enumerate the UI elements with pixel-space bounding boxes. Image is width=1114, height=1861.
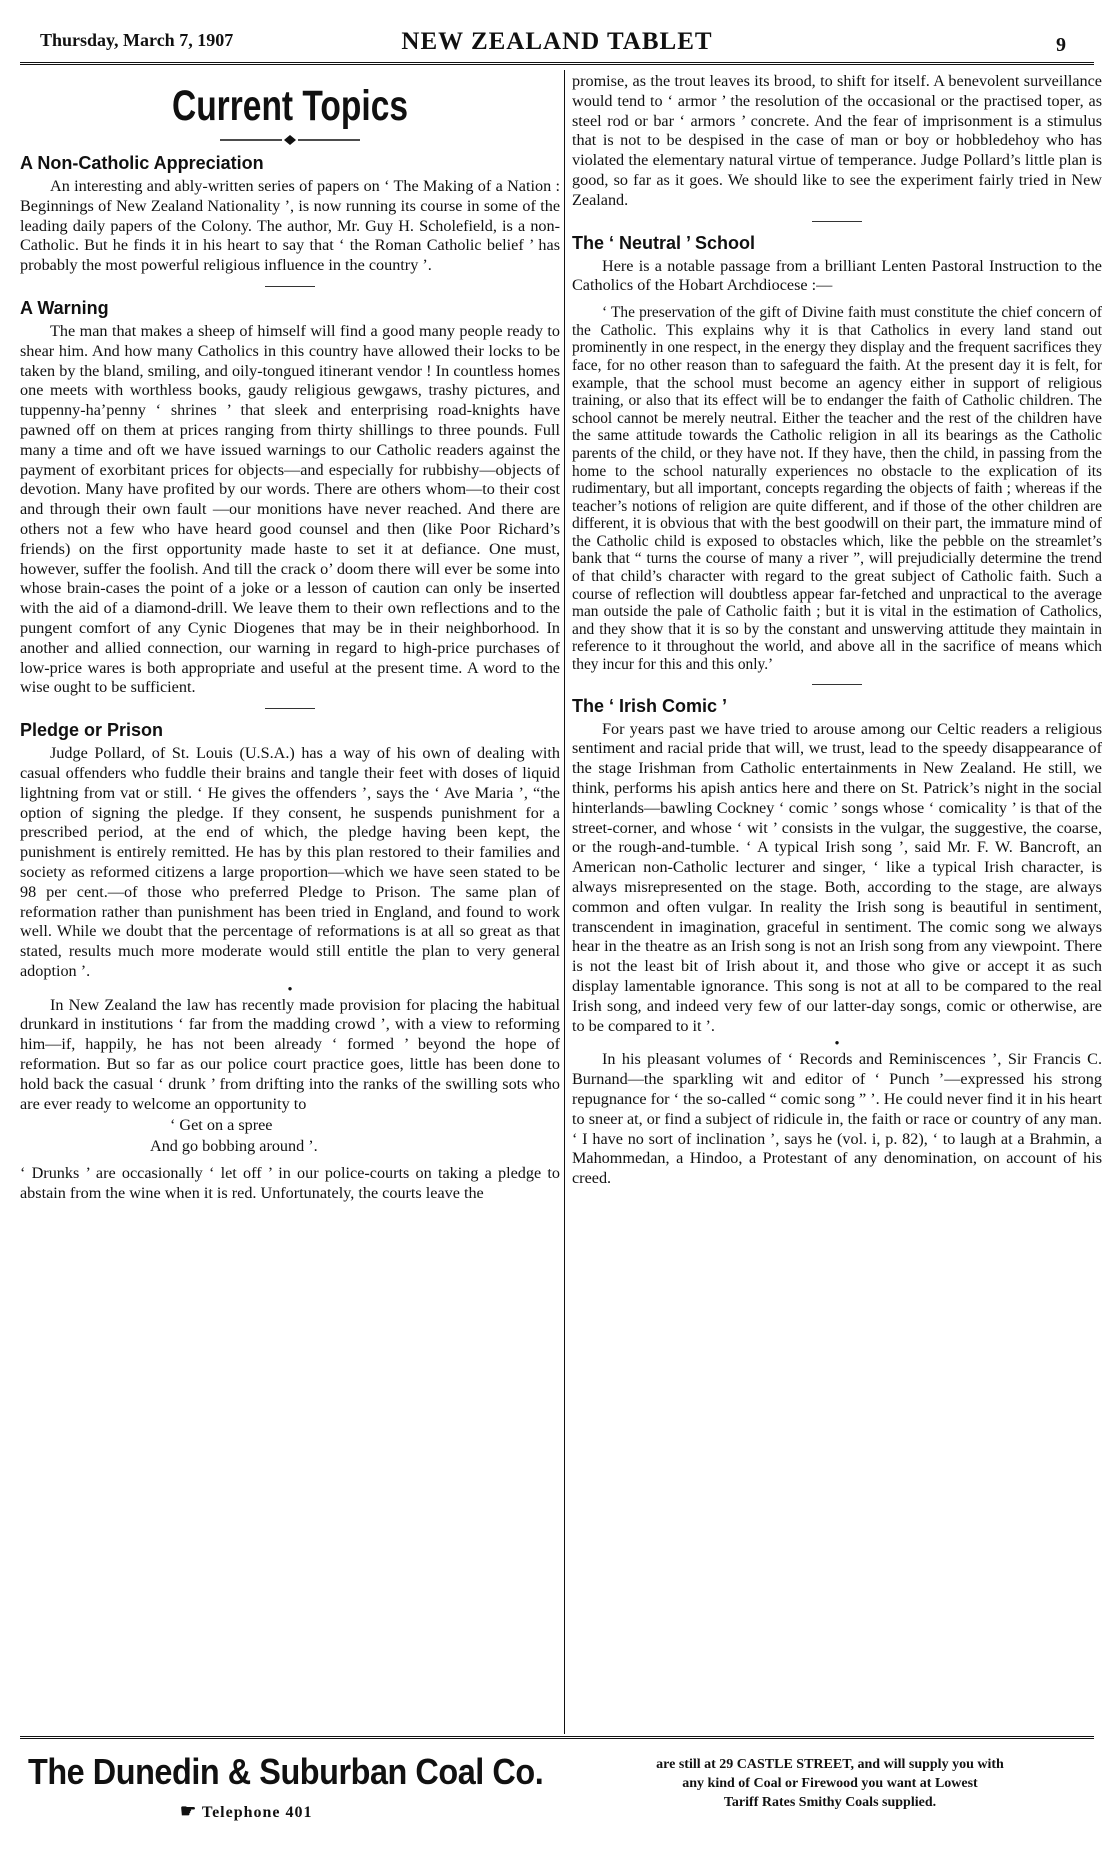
- left-column: [20, 72, 560, 1732]
- block-quote: ‘ The preservation of the gift of Divine faith must constitute the chief concern of the Catholic. This explains why it is that Catholics in every land stand out prominently in one respect, in the energy they display and the frequent sacrifices they face, for no other reason than to safeguard the faith. At the present day it is felt, for example, that the school must become an agency either in support of religious training, or also that its effect will be to endanger the faith of Catholic children. The school cannot be merely neutral. Either the teacher and the rest of the children have the same attitude towards the Catholic religion in all its bearings as the Catholic parents of the child, or they have not. If they have, then the child, in passing from the home to the school naturally experiences no obstacle to the explication of its rudimentary, but all important, concepts regarding the objects of faith ; whereas if the teacher’s notions of religion are quite different, and if those of the other children are different, it is obvious that with the best goodwill on their part, the immature mind of the Catholic child is exposed to obstacles which, like the pebble on the streamlet’s bank that “ turns the course of many a river ”, will prejudicially determine the trend of that child’s character with regard to the great subject of Catholic faith. Such a course of reflection will doubtless appear far-fetched and unpractical to the average man outside the pale of Catholic faith ; but it is vital in the estimation of Catholics, and they show that it is so by the constant and unswerving attitude they maintain in reference to it throughout the world, and above all in the sacrifice of means which they incur for this and this only.’: [572, 304, 1102, 674]
- masthead: NEW ZEALAND TABLET: [401, 28, 713, 55]
- separator-rule: [265, 286, 315, 287]
- footer-rule: [20, 1736, 1094, 1739]
- issue-date: Thursday, March 7, 1907: [40, 30, 234, 50]
- article-heading-pledge: Pledge or Prison: [20, 720, 164, 741]
- separator-rule: [812, 221, 862, 222]
- separator-rule: [812, 684, 862, 685]
- header-rule: [20, 62, 1094, 65]
- pointing-hand-icon: ☛: [180, 1801, 198, 1821]
- article-heading-warning: A Warning: [20, 297, 109, 318]
- right-column: [572, 72, 1102, 1732]
- article-heading-appreciation: A Non-Catholic Appreciation: [20, 153, 264, 173]
- ad-line: any kind of Coal or Firewood you want at Lowest: [682, 1776, 978, 1791]
- advertisement: [20, 1745, 1094, 1825]
- article-paragraph: In New Zealand the law has recently made provision for placing the habitual drunkard in institutions ‘ far from the madding crowd ’, with a view to reforming him—if, happily, he has not been already ‘ formed ’ beyond the hope of reformation. But so far as our police court practice goes, little has been done to hold back the casual ‘ drunk ’ from drifting into the ranks of the swilling sots who are ever ready to welcome an opportunity to: [20, 995, 560, 1113]
- article-paragraph: promise, as the trout leaves its brood, to shift for itself. A benevolent surveillance would tend to ‘ armor ’ the resolution of the occasional or the practised toper, as steel rod or bar ‘ armors ’ concrete. And the fear of imprisonment is a stimulus that is not to be despised in the case of man or boy or hobbledehoy who has violated the elementary natural virtue of temperance. Judge Pollard’s little plan is good, so far as it goes. We should like to see the experiment fairly tried in New Zealand.: [572, 72, 1102, 209]
- ornament-divider: [20, 132, 560, 146]
- page-number: 9: [1056, 34, 1066, 56]
- ad-line: Tariff Rates Smithy Coals supplied.: [723, 1795, 937, 1810]
- article-paragraph: Here is a notable passage from a brilliant Lenten Pastoral Instruction to the Catholics of the Hobart Archdiocese :—: [572, 256, 1102, 295]
- separator-rule: [265, 708, 315, 709]
- article-paragraph: The man that makes a sheep of himself will find a good many people ready to shear him. And how many Catholics in this country have allowed their locks to be taken by the bland, smiling, and oily-tongued itinerant vendor ! In countless homes one meets with worthless books, gaudy religious gewgaws, trashy pictures, and tuppenny-ha’penny ‘ shrines ’ that sleek and enterprising road-knights have pawned off on them at prices ranging from thirty shillings to three pounds. Full many a time and oft we have issued warnings to our Catholic readers against the payment of exorbitant prices for objects—and especially for rubbishy—objects of devotion. Many have profited by our words. There are others whom—to their cost and through their own fault —our monitions have never reached. And there are others not a few who have heard good counsel and then (like Poor Richard’s friends) on the first opportunity made haste to set it at defiance. One must, however, suffer the foolish. And till the crack o’ doom there will ever be some into whose brain-cases the point of a joke or a lesson of caution can only be inserted with the aid of a diamond-drill. We leave them to their own reflections and to the pungent comfort of any Cynic Diogenes that may be in their neighborhood. In another and allied connection, our warning in regard to high-price purchases of low-price wares is both appropriate and useful at the present time. A word to the wise ought to be sufficient.: [20, 321, 560, 697]
- article-paragraph: For years past we have tried to arouse among our Celtic readers a religious sentiment and racial pride that will, we trust, lead to the speedy disappearance of the stage Irishman from Catholic entertainments in New Zealand. He still, we think, performs his apish antics here and there on St. Patrick’s night in the social hinterlands—bawling Cockney ‘ comic ’ songs whose ‘ comicality ’ is that of the street-corner, and whose ‘ wit ’ consists in the vulgar, the suggestive, the coarse, or the rough-and-tumble. ‘ A typical Irish song ’, said Mr. F. W. Bancroft, an American non-Catholic lecturer and singer, ‘ like a typical Irish character, is always misrepresented on the stage. Both, according to the stage, are always common and often vulgar. In reality the Irish song is beautiful in sentiment, transcendent in imagination, graceful in sentiment. The comic song we always hear in the theatre as an Irish song is not an Irish song from any viewpoint. There is not the least bit of Irish about it, and those who give or accept it as such display lamentable ignorance. This song is not at all to be compared to the real Irish song, and indeed very few of our latter-day songs, comic or otherwise, are to be compared to it ’.: [572, 719, 1102, 1035]
- bullet-separator: ●: [834, 1038, 840, 1048]
- page-header: [40, 28, 1074, 62]
- article-paragraph: An interesting and ably-written series of papers on ‘ The Making of a Nation : Beginnings of New Zealand Nationality ’, is now running its course in some of the leading daily papers of the Colony. The author, Mr. Guy H. Scholefield, is a non-Catholic. But he finds it in his heart to say that ‘ the Roman Catholic belief ’ has probably the most powerful religious influence in the country ’.: [20, 177, 560, 275]
- verse-line: And go bobbing around ’.: [150, 1137, 318, 1156]
- article-heading-neutral-school: The ‘ Neutral ’ School: [572, 232, 756, 253]
- verse-line: ‘ Get on a spree: [170, 1116, 273, 1135]
- article-paragraph: Judge Pollard, of St. Louis (U.S.A.) has a way of his own of dealing with casual offenders who fuddle their brains and tangle their feet with doses of liquid lightning from vat or still. ‘ He gives the offenders ’, says the ‘ Ave Maria ’, “the option of signing the pledge. If they consent, he suspends punishment for a prescribed period, at the end of which, the pledge having been kept, the punishment is entirely remitted. He has by this plan restored to their families and society as reformed citizens a large proportion—which we have seen stated to be 98 per cent.—of those who preferred Pledge to Prison. The same plan of reformation rather than punishment has been tried in England, and found to work well. While we doubt that the percentage of reformations is at all so great as that stated, results much more moderate would still entitle the plan to very general adoption ’.: [20, 744, 560, 980]
- article-paragraph: In his pleasant volumes of ‘ Records and Reminiscences ’, Sir Francis C. Burnand—the sparkling wit and editor of ‘ Punch ’—expressed his strong repugnance for ‘ the so-called “ comic song ” ’. He could never find it in his heart to sneer at, or find a subject of ridicule in, the faith or race or country of any man. ‘ I have no sort of inclination ’, says he (vol. i, p. 82), ‘ to laugh at a Brahmin, a Mahommedan, a Hindoo, a Protestant of any denomination, on account of his creed.: [572, 1050, 1102, 1188]
- advertisement-text: [580, 1755, 1080, 1812]
- article-paragraph: ‘ Drunks ’ are occasionally ‘ let off ’ in our police-courts on taking a pledge to abstain from the wine when it is red. Unfortunately, the courts leave the: [20, 1164, 560, 1203]
- bullet-separator: ●: [287, 983, 293, 993]
- article-heading-irish-comic: The ‘ Irish Comic ’: [572, 695, 728, 716]
- telephone-number: Telephone 401: [201, 1804, 313, 1821]
- ad-line: are still at 29 CASTLE STREET, and will supply you with: [656, 1757, 1004, 1772]
- telephone-line: [180, 1801, 313, 1822]
- section-title: Current Topics: [171, 82, 409, 130]
- column-divider: [564, 70, 565, 1734]
- advertiser-name: The Dunedin & Suburban Coal Co.: [28, 1751, 544, 1792]
